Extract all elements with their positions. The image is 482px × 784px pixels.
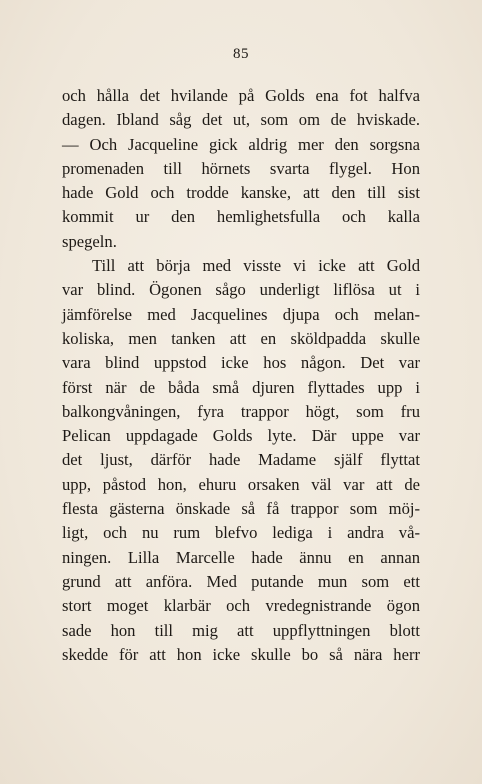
- text-line: — Och Jacqueline gick aldrig mer den sorgsna: [62, 134, 420, 154]
- text-line: ligt, och nu rum blefvo lediga i andra vå-: [62, 523, 420, 543]
- text-line: stort moget klarbär och vredegnistrande ögon: [62, 596, 420, 616]
- text-line: först när de båda små djuren flyttades upp i: [62, 377, 420, 397]
- text-line: och hålla det hvilande på Golds ena fot halfva: [62, 86, 420, 105]
- text-line: var blind. Ögonen sågo underligt liflösa ut i: [62, 280, 420, 300]
- text-line: flesta gästerna önskade så få trappor som möj-: [62, 499, 420, 519]
- text-line: skedde för att hon icke skulle bo så nära herr: [62, 644, 420, 664]
- text-line: grund att anföra. Med putande mun som ett: [62, 571, 420, 591]
- text-line: dagen. Ibland såg det ut, som om de hviskade.: [62, 110, 420, 130]
- body-text: [62, 84, 420, 667]
- text-line: koliska, men tanken att en sköldpadda skulle: [62, 328, 420, 348]
- text-line: upp, påstod hon, ehuru orsaken väl var att de: [62, 474, 420, 494]
- text-line: Pelican uppdagade Golds lyte. Där uppe var: [62, 426, 420, 446]
- text-line: balkongvåningen, fyra trappor högt, som fru: [62, 401, 420, 421]
- text-line: spegeln.: [62, 231, 117, 251]
- text-line: sade hon till mig att uppflyttningen blott: [62, 620, 420, 640]
- page-number: 85: [233, 46, 249, 62]
- text-line: kommit ur den hemlighetsfulla och kalla: [62, 207, 420, 227]
- text-line: Till att börja med visste vi icke att Gold: [92, 256, 420, 276]
- text-line: hade Gold och trodde kanske, att den till sist: [62, 183, 420, 203]
- text-line: det ljust, därför hade Madame själf flyttat: [62, 450, 420, 470]
- text-line: promenaden till hörnets svarta flygel. Hon: [62, 158, 420, 178]
- text-line: ningen. Lilla Marcelle hade ännu en annan: [62, 547, 420, 567]
- text-line: jämförelse med Jacquelines djupa och melan-: [62, 304, 420, 324]
- text-line: vara blind uppstod icke hos någon. Det var: [62, 353, 420, 373]
